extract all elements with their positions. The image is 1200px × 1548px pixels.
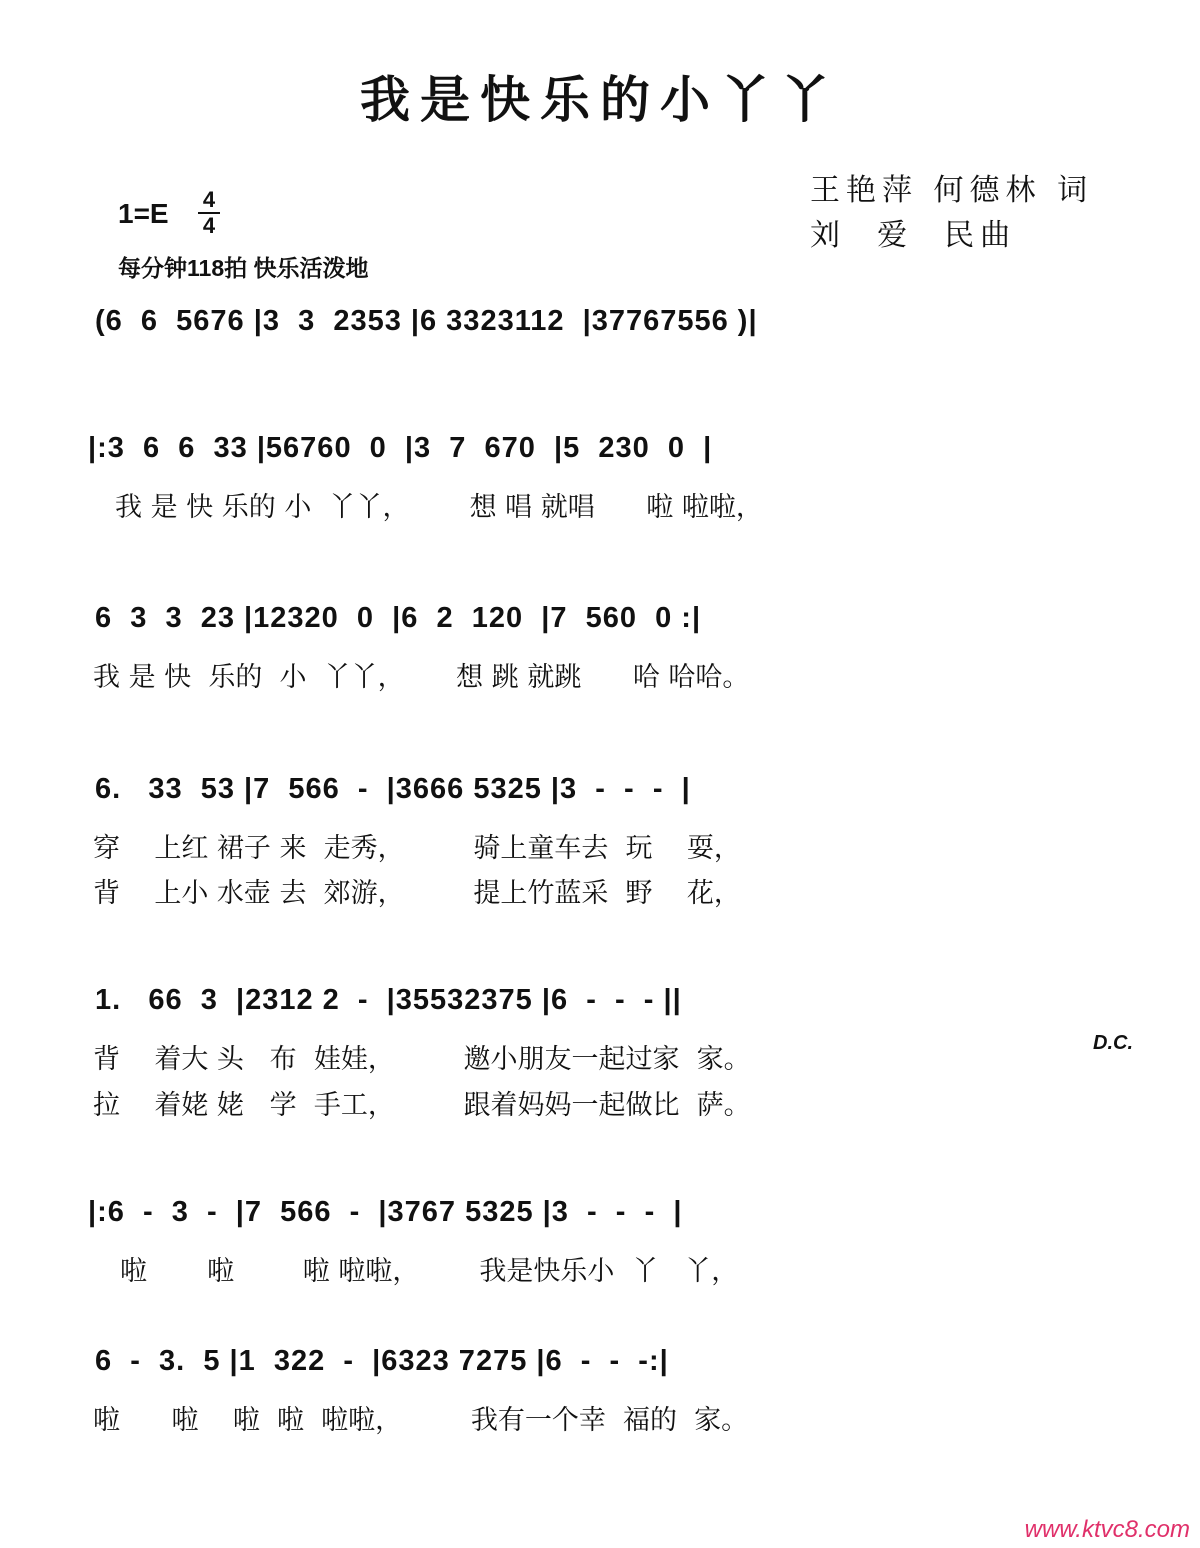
tempo-marking: 每分钟118拍 快乐活泼地: [118, 255, 369, 281]
notation-line-4: 6. 33 53 |7 566 - |3666 5325 |3 - - - |: [95, 773, 691, 805]
lyric-line-2: 我 是 快 乐的 小 丫丫， 想 唱 就唱 啦 啦啦，: [115, 492, 763, 523]
lyricist-credit: 王艳萍 何德林 词: [810, 173, 1094, 208]
time-signature-top: 4: [202, 187, 216, 212]
time-signature: [198, 188, 220, 238]
notation-line-3: 6 3 3 23 |12320 0 |6 2 120 |7 560 0 :|: [95, 602, 702, 634]
lyric-line-4a: 穿 上红 裙子 来 走秀， 骑上童车去 玩 耍，: [93, 833, 741, 864]
lyric-line-6: 啦 啦 啦 啦啦， 我是快乐小 丫 丫，: [120, 1256, 739, 1287]
notation-line-1: (6 6 5676 |3 3 2353 |6 3323112 |37767556 )|: [95, 305, 758, 337]
song-title: 我是快乐的小丫丫: [360, 70, 840, 129]
dc-mark: D.C.: [1093, 1032, 1133, 1054]
notation-line-5: 1. 66 3 |2312 2 - |35532375 |6 - - - ||: [95, 984, 682, 1016]
key-signature: 1=E: [118, 198, 169, 229]
lyric-line-7: 啦 啦 啦 啦 啦啦， 我有一个幸 福的 家。: [93, 1405, 749, 1436]
notation-line-6: |:6 - 3 - |7 566 - |3767 5325 |3 - - - |: [88, 1196, 683, 1228]
time-signature-bottom: 4: [198, 212, 220, 238]
lyric-line-5b: 拉 着姥 姥 学 手工， 跟着妈妈一起做比 萨。: [93, 1090, 751, 1121]
lyric-line-5a: 背 着大 头 布 娃娃， 邀小朋友一起过家 家。: [93, 1044, 751, 1075]
composer-credit: 刘 爱 民曲: [810, 218, 1017, 253]
notation-line-7: 6 - 3. 5 |1 322 - |6323 7275 |6 - - -:|: [95, 1345, 669, 1377]
lyric-line-4b: 背 上小 水壶 去 郊游， 提上竹蓝采 野 花，: [93, 878, 741, 909]
lyric-line-3: 我 是 快 乐的 小 丫丫， 想 跳 就跳 哈 哈哈。: [93, 662, 750, 693]
notation-line-2: |:3 6 6 33 |56760 0 |3 7 670 |5 230 0 |: [88, 432, 713, 464]
site-watermark: www.ktvc8.com: [1024, 1516, 1190, 1543]
